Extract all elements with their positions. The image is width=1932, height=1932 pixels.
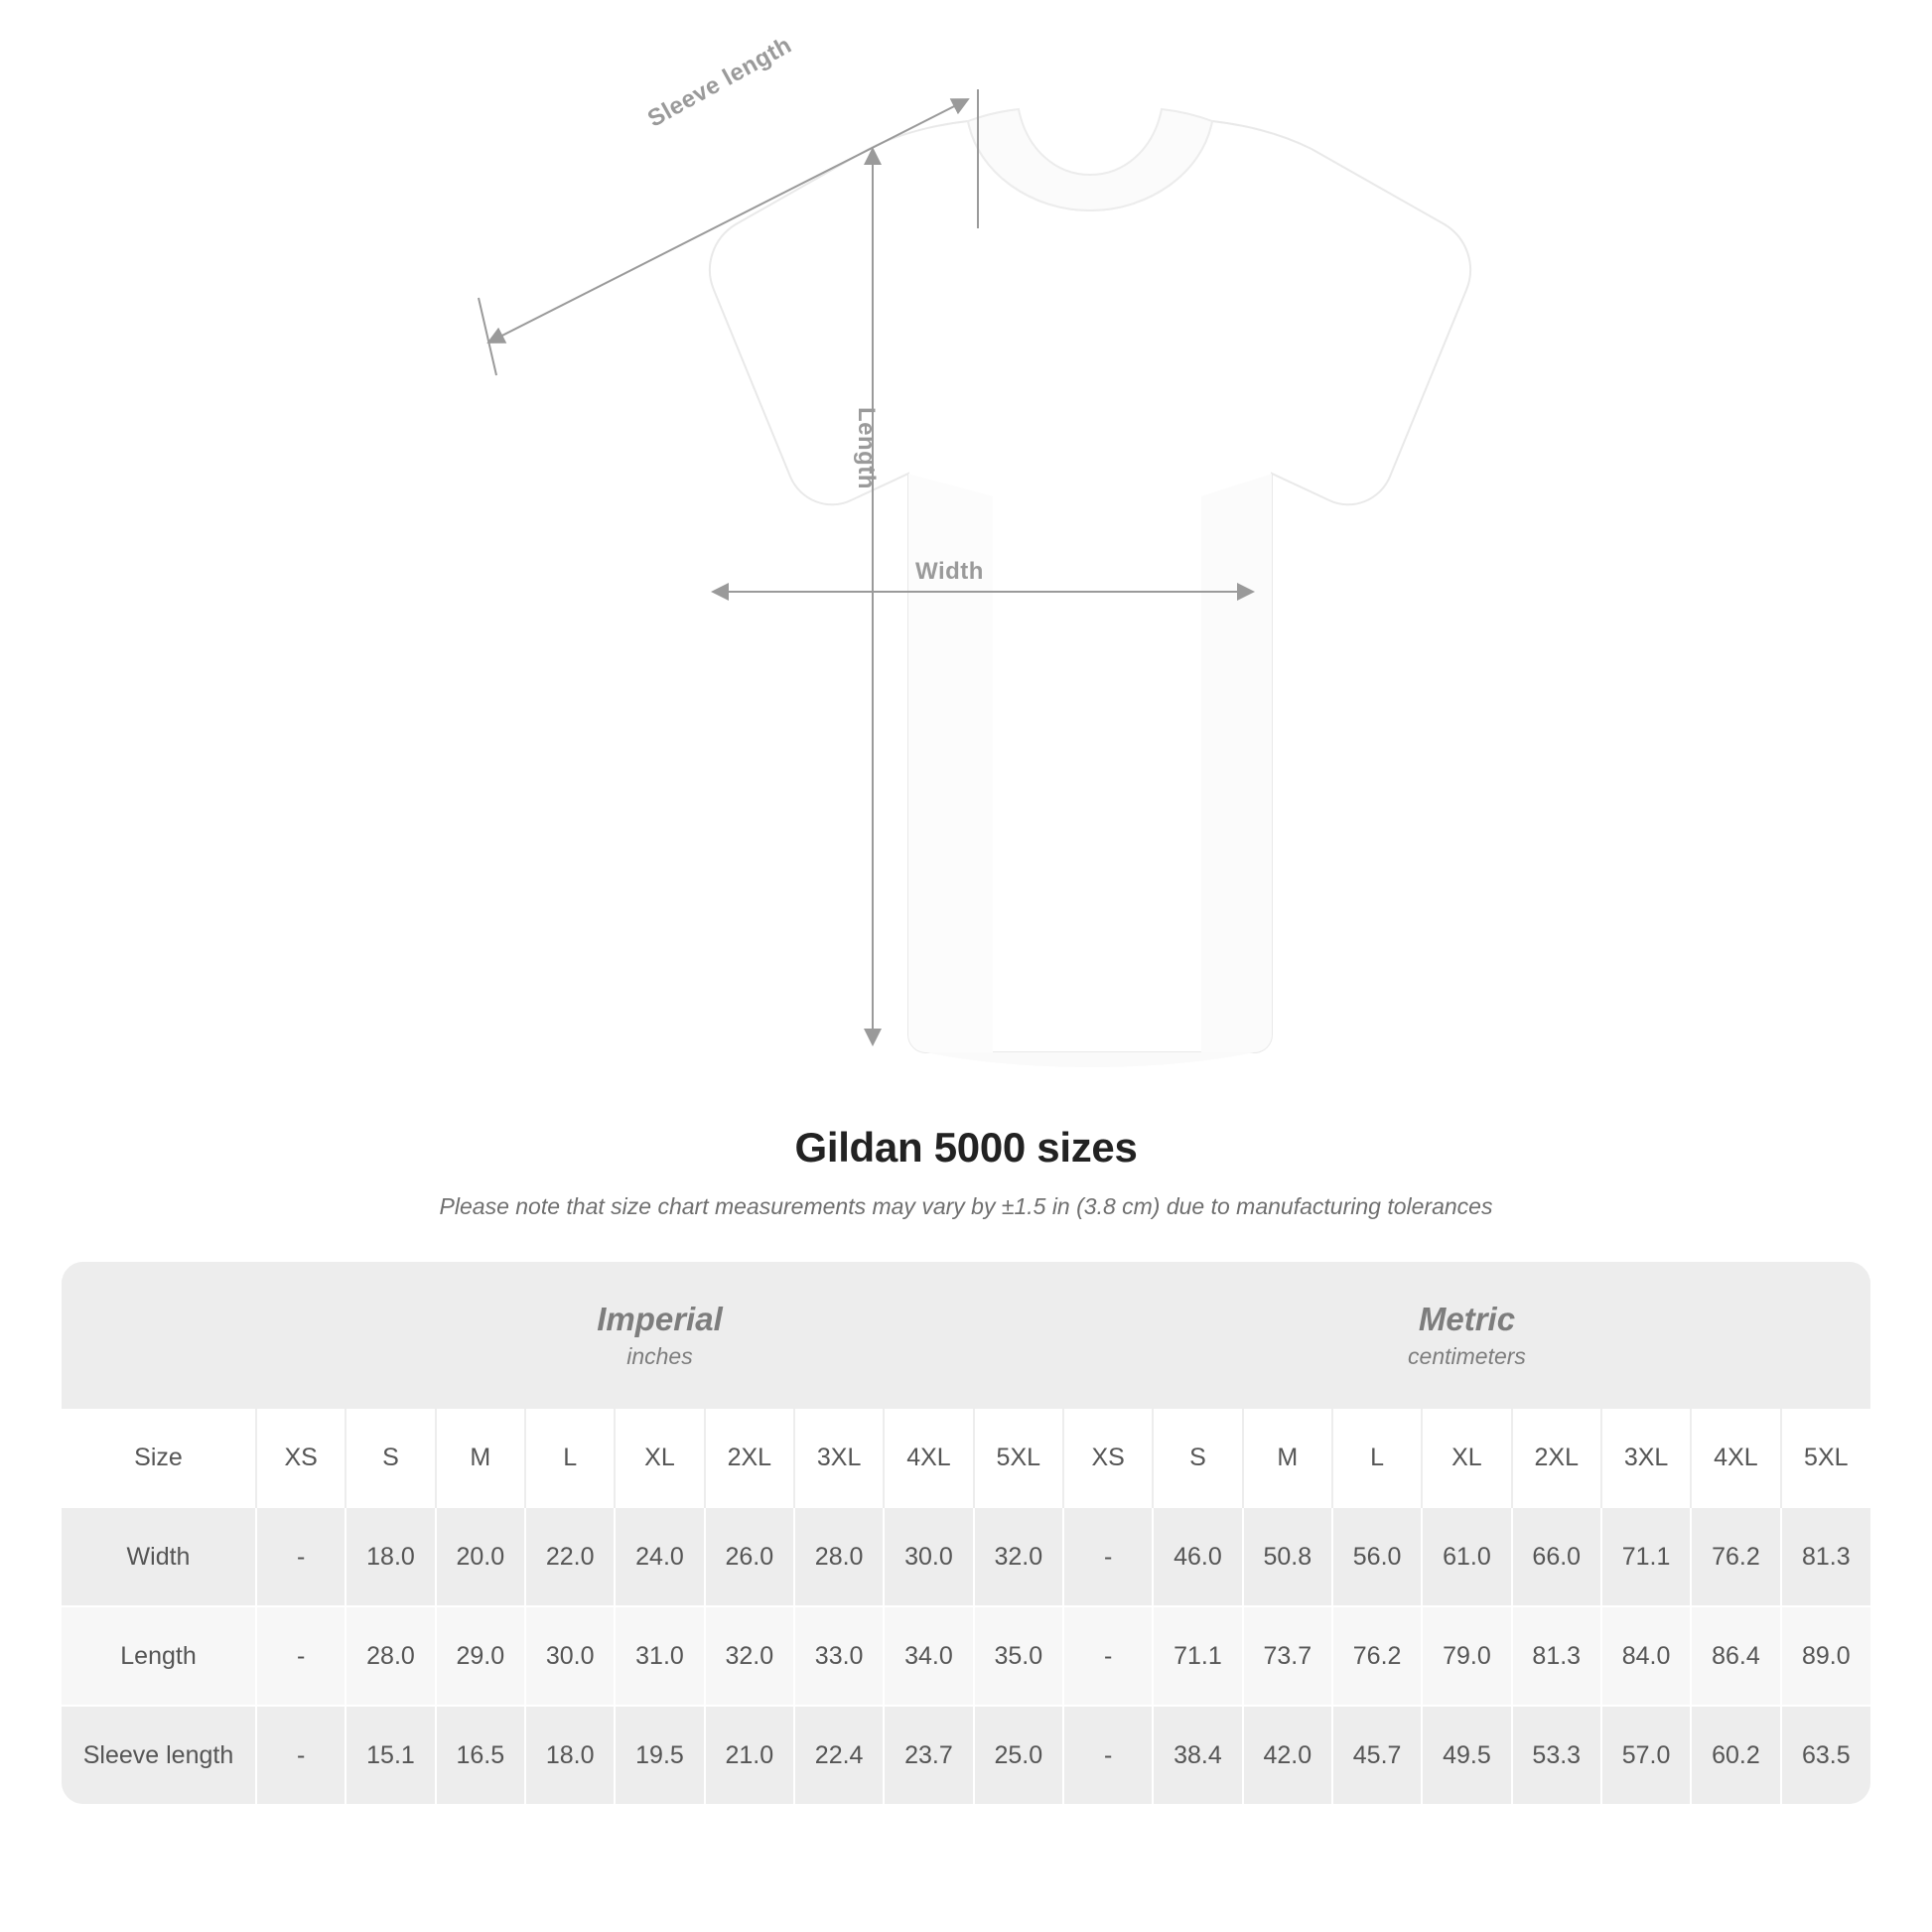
unit-header-row bbox=[62, 1262, 1870, 1409]
cell-width-imperial-3xl: 28.0 bbox=[794, 1507, 884, 1606]
size-header-metric-xl: XL bbox=[1422, 1409, 1511, 1507]
size-header-imperial-l: L bbox=[525, 1409, 615, 1507]
unit-imperial-name: Imperial bbox=[597, 1300, 723, 1337]
unit-metric-name: Metric bbox=[1418, 1300, 1516, 1337]
tshirt-shape bbox=[710, 109, 1470, 1067]
unit-header-metric bbox=[1063, 1262, 1870, 1409]
cell-sleeve-imperial-l: 18.0 bbox=[525, 1706, 615, 1804]
sleeve-tick-left bbox=[479, 298, 496, 375]
cell-length-imperial-4xl: 34.0 bbox=[884, 1606, 973, 1706]
cell-sleeve-metric-m: 42.0 bbox=[1243, 1706, 1332, 1804]
unit-header-imperial bbox=[256, 1262, 1063, 1409]
cell-width-imperial-l: 22.0 bbox=[525, 1507, 615, 1606]
cell-sleeve-imperial-xl: 19.5 bbox=[615, 1706, 704, 1804]
cell-length-imperial-xs: - bbox=[256, 1606, 345, 1706]
cell-width-metric-xs: - bbox=[1063, 1507, 1153, 1606]
cell-sleeve-metric-4xl: 60.2 bbox=[1691, 1706, 1780, 1804]
cell-length-metric-3xl: 84.0 bbox=[1601, 1606, 1691, 1706]
cell-sleeve-imperial-3xl: 22.4 bbox=[794, 1706, 884, 1804]
size-header-imperial-2xl: 2XL bbox=[705, 1409, 794, 1507]
size-header-row bbox=[62, 1409, 1870, 1507]
cell-sleeve-imperial-m: 16.5 bbox=[436, 1706, 525, 1804]
cell-length-imperial-3xl: 33.0 bbox=[794, 1606, 884, 1706]
row-label-sleeve-length: Sleeve length bbox=[62, 1706, 256, 1804]
cell-length-imperial-m: 29.0 bbox=[436, 1606, 525, 1706]
table-row bbox=[62, 1507, 1870, 1606]
cell-sleeve-metric-l: 45.7 bbox=[1332, 1706, 1422, 1804]
cell-length-imperial-l: 30.0 bbox=[525, 1606, 615, 1706]
cell-width-metric-l: 56.0 bbox=[1332, 1507, 1422, 1606]
size-header-metric-m: M bbox=[1243, 1409, 1332, 1507]
cell-width-imperial-s: 18.0 bbox=[345, 1507, 435, 1606]
length-label: Length bbox=[853, 407, 880, 489]
cell-sleeve-imperial-2xl: 21.0 bbox=[705, 1706, 794, 1804]
cell-length-metric-xs: - bbox=[1063, 1606, 1153, 1706]
cell-length-metric-2xl: 81.3 bbox=[1512, 1606, 1601, 1706]
cell-sleeve-metric-xl: 49.5 bbox=[1422, 1706, 1511, 1804]
cell-length-metric-5xl: 89.0 bbox=[1781, 1606, 1870, 1706]
width-label: Width bbox=[915, 558, 984, 585]
cell-length-imperial-s: 28.0 bbox=[345, 1606, 435, 1706]
page-title: Gildan 5000 sizes bbox=[794, 1124, 1138, 1171]
cell-sleeve-metric-2xl: 53.3 bbox=[1512, 1706, 1601, 1804]
cell-width-imperial-xs: - bbox=[256, 1507, 345, 1606]
size-header-metric-2xl: 2XL bbox=[1512, 1409, 1601, 1507]
cell-width-metric-xl: 61.0 bbox=[1422, 1507, 1511, 1606]
cell-width-metric-5xl: 81.3 bbox=[1781, 1507, 1870, 1606]
row-label-length: Length bbox=[62, 1606, 256, 1706]
size-header-imperial-xs: XS bbox=[256, 1409, 345, 1507]
size-header-metric-4xl: 4XL bbox=[1691, 1409, 1780, 1507]
cell-length-metric-l: 76.2 bbox=[1332, 1606, 1422, 1706]
cell-sleeve-imperial-5xl: 25.0 bbox=[974, 1706, 1063, 1804]
cell-width-imperial-2xl: 26.0 bbox=[705, 1507, 794, 1606]
size-header-imperial-4xl: 4XL bbox=[884, 1409, 973, 1507]
tolerance-note: Please note that size chart measurements may vary by ±1.5 in (3.8 cm) due to manufacturing tolerances bbox=[439, 1193, 1493, 1219]
cell-length-imperial-xl: 31.0 bbox=[615, 1606, 704, 1706]
cell-width-metric-3xl: 71.1 bbox=[1601, 1507, 1691, 1606]
sleeve-length-label: Sleeve length bbox=[643, 31, 797, 133]
cell-width-metric-2xl: 66.0 bbox=[1512, 1507, 1601, 1606]
unit-imperial-sub: inches bbox=[626, 1343, 693, 1370]
cell-length-metric-4xl: 86.4 bbox=[1691, 1606, 1780, 1706]
size-header-imperial-xl: XL bbox=[615, 1409, 704, 1507]
size-header-metric-3xl: 3XL bbox=[1601, 1409, 1691, 1507]
cell-width-imperial-5xl: 32.0 bbox=[974, 1507, 1063, 1606]
size-table bbox=[62, 1262, 1870, 1804]
size-header-metric-5xl: 5XL bbox=[1781, 1409, 1870, 1507]
row-label-width: Width bbox=[62, 1507, 256, 1606]
cell-width-metric-4xl: 76.2 bbox=[1691, 1507, 1780, 1606]
size-header-imperial-5xl: 5XL bbox=[974, 1409, 1063, 1507]
cell-length-imperial-2xl: 32.0 bbox=[705, 1606, 794, 1706]
cell-length-metric-m: 73.7 bbox=[1243, 1606, 1332, 1706]
cell-width-metric-s: 46.0 bbox=[1153, 1507, 1242, 1606]
cell-width-imperial-4xl: 30.0 bbox=[884, 1507, 973, 1606]
size-header-imperial-s: S bbox=[345, 1409, 435, 1507]
cell-width-imperial-xl: 24.0 bbox=[615, 1507, 704, 1606]
size-header-metric-xs: XS bbox=[1063, 1409, 1153, 1507]
unit-metric-sub: centimeters bbox=[1408, 1343, 1526, 1370]
size-header-metric-l: L bbox=[1332, 1409, 1422, 1507]
size-header-imperial-m: M bbox=[436, 1409, 525, 1507]
size-header-label: Size bbox=[62, 1409, 256, 1507]
table-row bbox=[62, 1606, 1870, 1706]
cell-width-imperial-m: 20.0 bbox=[436, 1507, 525, 1606]
cell-length-metric-s: 71.1 bbox=[1153, 1606, 1242, 1706]
cell-length-imperial-5xl: 35.0 bbox=[974, 1606, 1063, 1706]
size-table-wrapper bbox=[62, 1262, 1870, 1804]
cell-sleeve-metric-s: 38.4 bbox=[1153, 1706, 1242, 1804]
cell-sleeve-metric-3xl: 57.0 bbox=[1601, 1706, 1691, 1804]
unit-header-spacer bbox=[62, 1262, 256, 1409]
cell-length-metric-xl: 79.0 bbox=[1422, 1606, 1511, 1706]
cell-sleeve-imperial-xs: - bbox=[256, 1706, 345, 1804]
size-header-imperial-3xl: 3XL bbox=[794, 1409, 884, 1507]
cell-sleeve-metric-xs: - bbox=[1063, 1706, 1153, 1804]
cell-sleeve-metric-5xl: 63.5 bbox=[1781, 1706, 1870, 1804]
cell-width-metric-m: 50.8 bbox=[1243, 1507, 1332, 1606]
size-header-metric-s: S bbox=[1153, 1409, 1242, 1507]
cell-sleeve-imperial-s: 15.1 bbox=[345, 1706, 435, 1804]
table-row bbox=[62, 1706, 1870, 1804]
cell-sleeve-imperial-4xl: 23.7 bbox=[884, 1706, 973, 1804]
